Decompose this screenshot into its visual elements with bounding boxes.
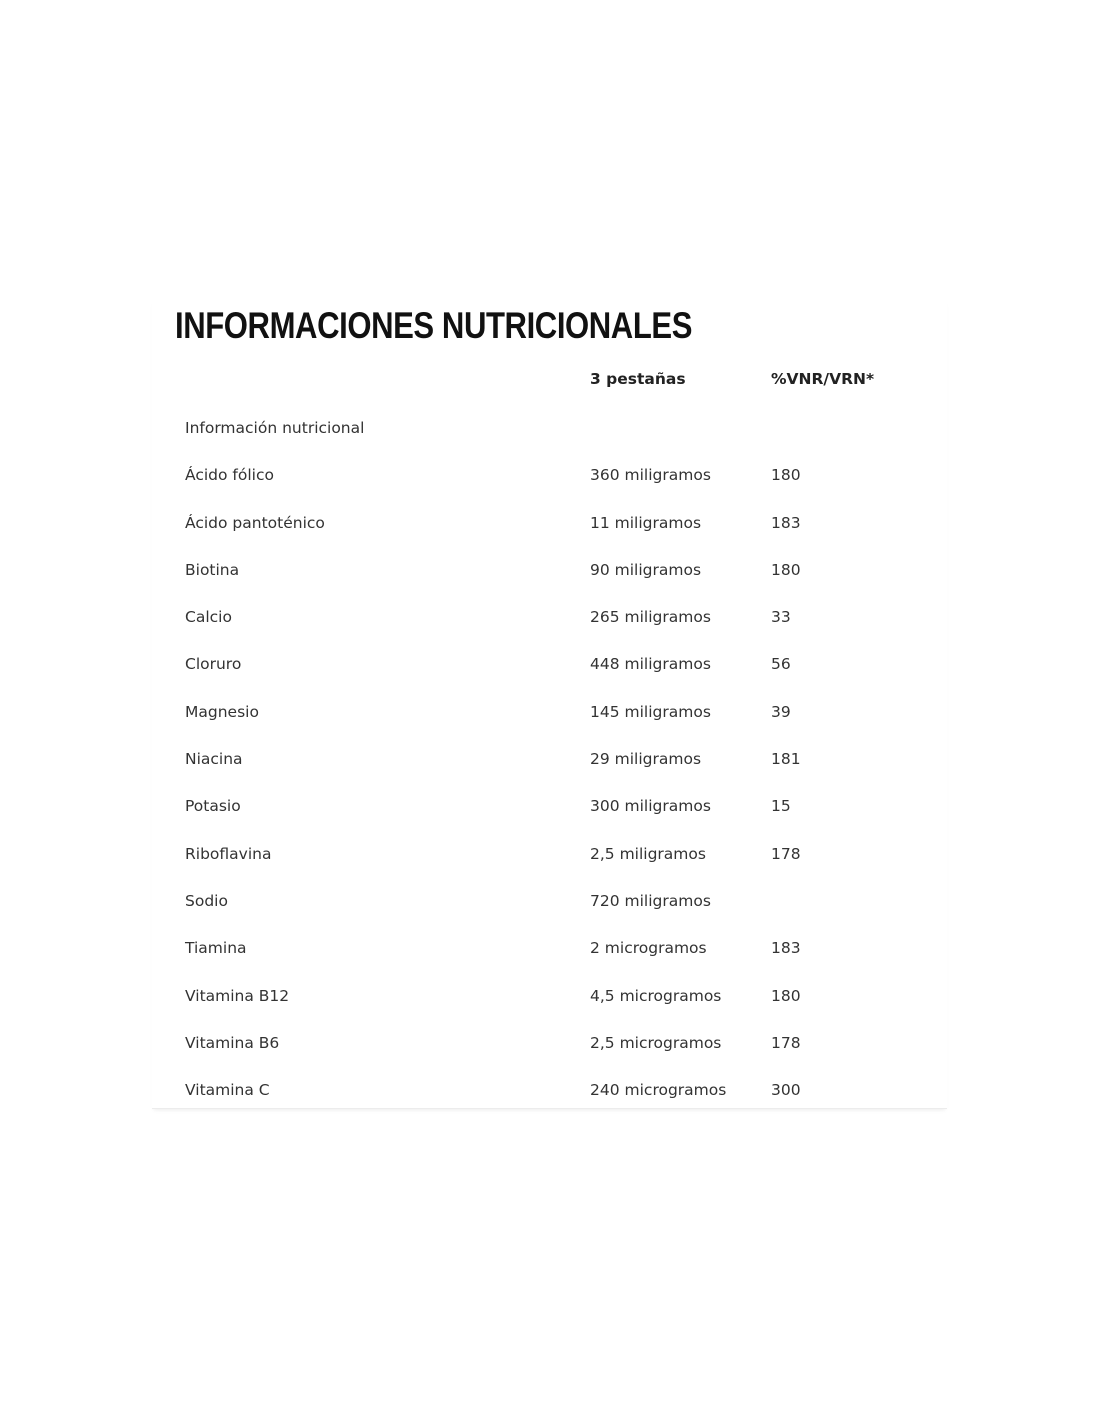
nutrient-amount: 145 miligramos (590, 702, 711, 721)
nutrient-name: Calcio (185, 608, 232, 627)
nutrition-panel (152, 300, 947, 1109)
nutrient-reference: 183 (771, 513, 801, 532)
nutrient-amount: 300 miligramos (590, 797, 711, 816)
table-row (152, 843, 947, 890)
nutrient-name: Potasio (185, 797, 241, 816)
nutrient-amount: 240 microgramos (590, 1081, 727, 1100)
nutrient-reference: 56 (771, 655, 791, 674)
table-row (152, 653, 947, 700)
nutrient-reference: 178 (771, 1033, 801, 1052)
nutrient-amount: 4,5 microgramos (590, 986, 722, 1005)
column-header-reference: %VNR/VRN* (771, 370, 875, 388)
nutrient-name: Cloruro (185, 655, 242, 674)
nutrient-amount: 720 miligramos (590, 891, 711, 910)
nutrient-reference: 180 (771, 560, 801, 579)
nutrient-amount: 265 miligramos (590, 608, 711, 627)
nutrient-amount: 90 miligramos (590, 560, 702, 579)
table-row (152, 937, 947, 984)
nutrient-reference: 39 (771, 702, 791, 721)
nutrient-amount: 11 miligramos (590, 513, 702, 532)
nutrient-amount: 448 miligramos (590, 655, 711, 674)
table-row (152, 890, 947, 937)
table-row (152, 464, 947, 511)
table-row (152, 1079, 947, 1109)
nutrient-name: Vitamina B6 (185, 1033, 280, 1052)
table-row (152, 748, 947, 795)
nutrient-name: Riboflavina (185, 844, 272, 863)
table-row (152, 606, 947, 653)
nutrient-name: Vitamina B12 (185, 986, 290, 1005)
nutrient-name: Magnesio (185, 702, 259, 721)
nutrient-amount: 2,5 miligramos (590, 844, 706, 863)
nutrient-amount: 29 miligramos (590, 750, 702, 769)
nutrient-reference: 183 (771, 939, 801, 958)
table-header (152, 370, 947, 392)
table-row (152, 559, 947, 606)
table-section-label (152, 417, 947, 464)
nutrient-amount: 2 microgramos (590, 939, 707, 958)
nutrient-amount: 2,5 microgramos (590, 1033, 722, 1052)
nutrient-name: Biotina (185, 560, 240, 579)
table-row (152, 985, 947, 1032)
nutrient-amount: 360 miligramos (590, 466, 711, 485)
nutrient-name: Sodio (185, 891, 228, 910)
column-header-amount: 3 pestañas (590, 370, 686, 388)
nutrient-name: Ácido pantoténico (185, 513, 325, 532)
nutrient-reference: 15 (771, 797, 791, 816)
nutrient-name: Niacina (185, 750, 243, 769)
table-row (152, 795, 947, 842)
table-row (152, 512, 947, 559)
nutrient-reference: 33 (771, 608, 791, 627)
nutrient-name: Ácido fólico (185, 466, 274, 485)
nutrient-reference: 178 (771, 844, 801, 863)
nutrition-table (152, 417, 947, 1109)
nutrient-name: Vitamina C (185, 1081, 270, 1100)
nutrient-reference: 181 (771, 750, 801, 769)
table-row (152, 1032, 947, 1079)
table-row (152, 701, 947, 748)
nutrient-reference: 300 (771, 1081, 801, 1100)
nutrient-reference: 180 (771, 986, 801, 1005)
page-title: INFORMACIONES NUTRICIONALES (175, 305, 693, 346)
nutrient-name: Tiamina (185, 939, 247, 958)
section-label-text: Información nutricional (185, 419, 365, 437)
nutrient-reference: 180 (771, 466, 801, 485)
